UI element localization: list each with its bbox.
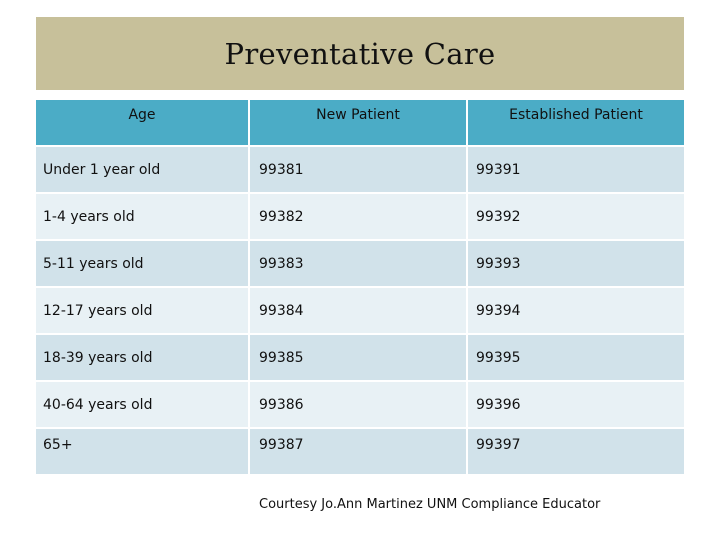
new-patient-code-cell: 99384 xyxy=(250,286,468,333)
preventative-care-table xyxy=(36,100,684,474)
slide-title: Preventative Care xyxy=(224,36,496,71)
table-row xyxy=(36,286,684,333)
table-row xyxy=(36,333,684,380)
table-row xyxy=(36,145,684,192)
header-new-patient: New Patient xyxy=(250,100,468,145)
age-cell: 65+ xyxy=(36,427,250,474)
table-row xyxy=(36,239,684,286)
age-cell: 18-39 years old xyxy=(36,333,250,380)
new-patient-code-cell: 99381 xyxy=(250,145,468,192)
table-row xyxy=(36,427,684,474)
new-patient-code-cell: 99383 xyxy=(250,239,468,286)
age-cell: 40-64 years old xyxy=(36,380,250,427)
established-patient-code-cell: 99393 xyxy=(468,239,684,286)
table-row xyxy=(36,192,684,239)
established-patient-code-cell: 99395 xyxy=(468,333,684,380)
established-patient-code-cell: 99392 xyxy=(468,192,684,239)
new-patient-code-cell: 99385 xyxy=(250,333,468,380)
established-patient-code-cell: 99391 xyxy=(468,145,684,192)
table-row xyxy=(36,380,684,427)
table-header-row xyxy=(36,100,684,145)
header-established-patient: Established Patient xyxy=(468,100,684,145)
established-patient-code-cell: 99396 xyxy=(468,380,684,427)
new-patient-code-cell: 99387 xyxy=(250,427,468,474)
header-age: Age xyxy=(36,100,250,145)
age-cell: 1-4 years old xyxy=(36,192,250,239)
title-bar xyxy=(36,17,684,90)
age-cell: Under 1 year old xyxy=(36,145,250,192)
new-patient-code-cell: 99382 xyxy=(250,192,468,239)
established-patient-code-cell: 99394 xyxy=(468,286,684,333)
credit-caption: Courtesy Jo.Ann Martinez UNM Compliance Educator xyxy=(259,497,601,512)
age-cell: 12-17 years old xyxy=(36,286,250,333)
age-cell: 5-11 years old xyxy=(36,239,250,286)
new-patient-code-cell: 99386 xyxy=(250,380,468,427)
established-patient-code-cell: 99397 xyxy=(468,427,684,474)
